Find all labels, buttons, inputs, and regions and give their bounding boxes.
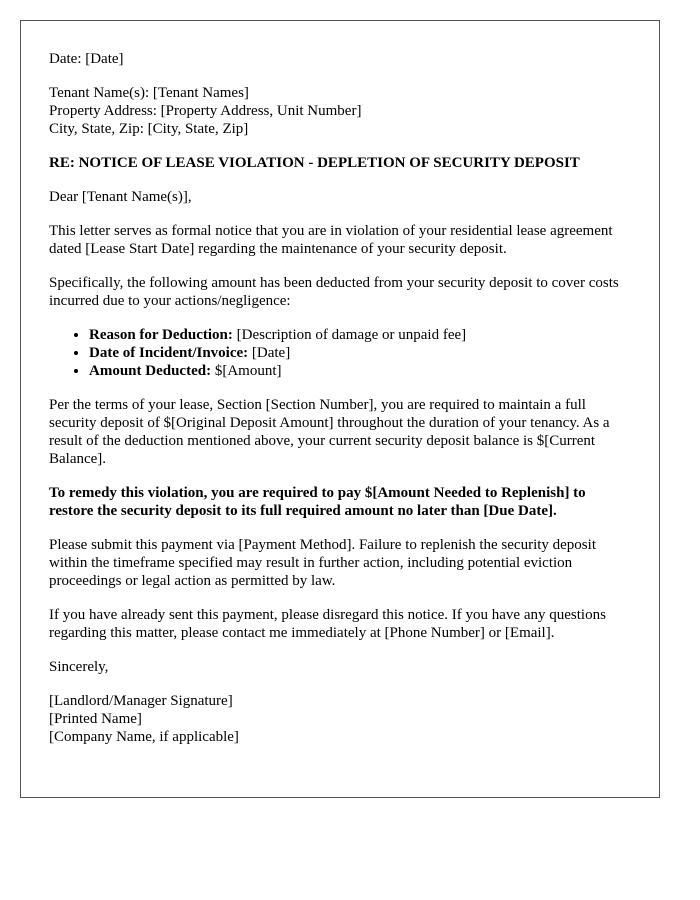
paragraph-deduction-intro: Specifically, the following amount has been deducted from your security deposit to cover costs incurred due to your actions/negligence: bbox=[49, 275, 619, 309]
deduction-amount-value: $[Amount] bbox=[211, 363, 282, 379]
company-name: [Company Name, if applicable] bbox=[49, 729, 239, 745]
deduction-list bbox=[49, 326, 631, 380]
paragraph-remedy: To remedy this violation, you are required to pay $[Amount Needed to Replenish] to restore the security deposit to its full required amount no later than [Due Date]. bbox=[49, 485, 586, 519]
deduction-reason-value: [Description of damage or unpaid fee] bbox=[232, 327, 467, 343]
deduction-amount-label: Amount Deducted: bbox=[89, 363, 212, 379]
printed-name: [Printed Name] bbox=[49, 711, 142, 727]
paragraph-notice: This letter serves as formal notice that you are in violation of your residential lease agreement dated [Lease Start Date] regarding the maintenance of your security deposit. bbox=[49, 223, 613, 257]
closing: Sincerely, bbox=[49, 659, 109, 675]
deduction-reason-item bbox=[89, 326, 631, 344]
deduction-date-item bbox=[89, 344, 631, 362]
paragraph-lease-terms: Per the terms of your lease, Section [Section Number], you are required to maintain a full security deposit of $[Original Deposit Amount] throughout the duration of your tenancy. As a result of the deduction mentioned above, your current security deposit balance is $[Current Balance]. bbox=[49, 397, 610, 467]
deduction-amount-item bbox=[89, 362, 631, 380]
letter-page bbox=[20, 20, 660, 798]
deduction-date-label: Date of Incident/Invoice: bbox=[89, 345, 249, 361]
signature-block bbox=[49, 692, 631, 746]
subject-line: RE: NOTICE OF LEASE VIOLATION - DEPLETION OF SECURITY DEPOSIT bbox=[49, 155, 580, 171]
paragraph-contact: If you have already sent this payment, please disregard this notice. If you have any questions regarding this matter, please contact me immediately at [Phone Number] or [Email]. bbox=[49, 607, 606, 641]
date-line: Date: [Date] bbox=[49, 51, 124, 67]
paragraph-payment: Please submit this payment via [Payment Method]. Failure to replenish the security deposit within the timeframe specified may result in further action, including potential eviction proceedings or legal action as permitted by law. bbox=[49, 537, 596, 589]
property-address: Property Address: [Property Address, Unit Number] bbox=[49, 103, 362, 119]
signature-placeholder: [Landlord/Manager Signature] bbox=[49, 693, 233, 709]
salutation: Dear [Tenant Name(s)], bbox=[49, 189, 192, 205]
city-state-zip: City, State, Zip: [City, State, Zip] bbox=[49, 121, 249, 137]
recipient-block bbox=[49, 84, 631, 138]
tenant-names: Tenant Name(s): [Tenant Names] bbox=[49, 85, 249, 101]
deduction-date-value: [Date] bbox=[248, 345, 291, 361]
deduction-reason-label: Reason for Deduction: bbox=[89, 327, 233, 343]
